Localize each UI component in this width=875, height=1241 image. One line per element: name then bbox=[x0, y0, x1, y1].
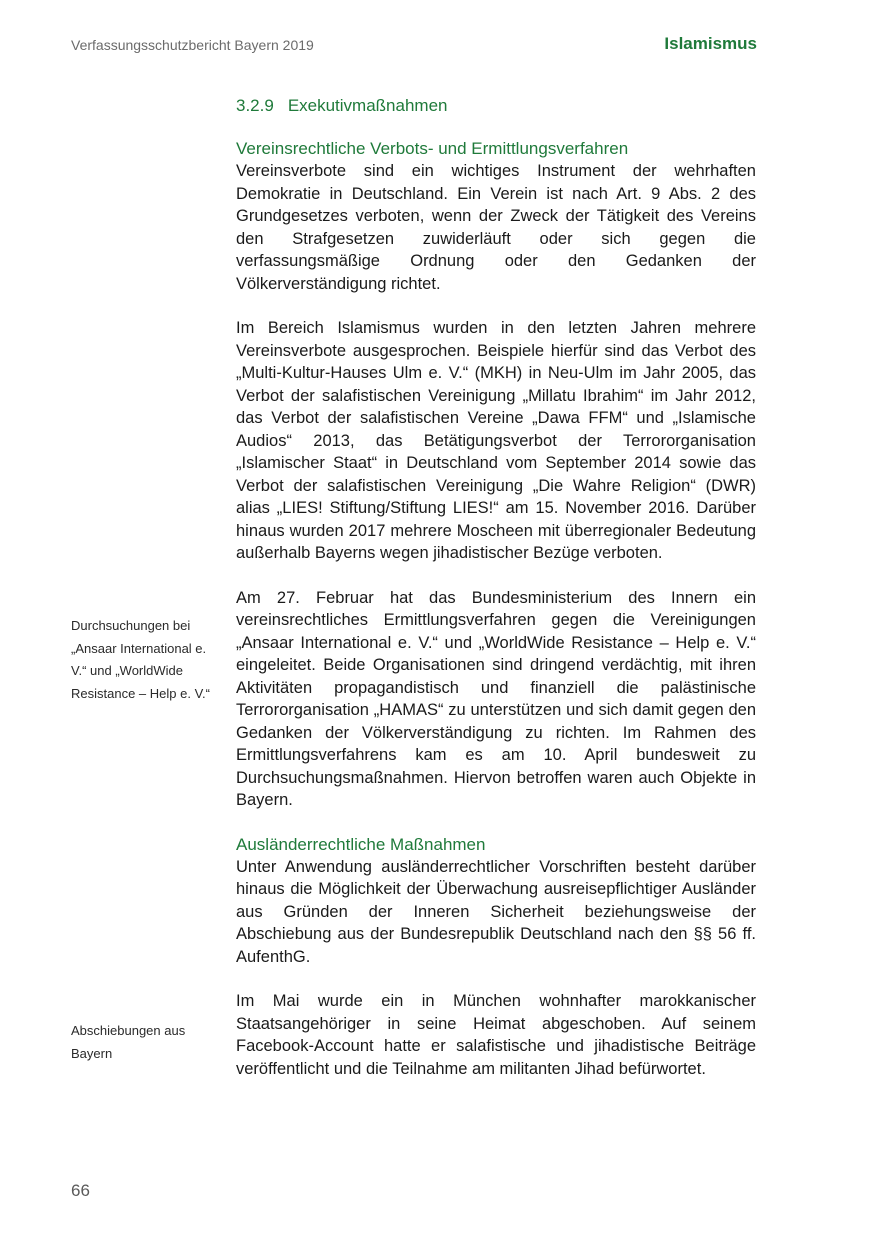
running-header: Verfassungsschutzbericht Bayern 2019 bbox=[71, 37, 314, 53]
subsection-heading-auslaenderrecht: Ausländerrechtliche Maßnahmen bbox=[236, 834, 486, 854]
section-heading bbox=[236, 96, 756, 116]
main-content bbox=[236, 96, 756, 1102]
paragraph: Unter Anwendung ausländerrechtlicher Vorschriften besteht darüber hinaus die Möglichkeit der Überwachung ausreisepflichtiger Ausländer aus Gründen der Inneren Sicherheit beziehungsweise der Abschiebung aus der Bundesrepublik Deutschland nach den §§ 56 ff. AufenthG. bbox=[236, 857, 756, 966]
section-number: 3.2.9 bbox=[236, 96, 274, 115]
paragraph: Im Bereich Islamismus wurden in den letzten Jahren mehrere Vereinsverbote ausgesprochen. Beispiele hierfür sind das Verbot des „Multi-Kultur-Hauses Ulm e. V.“ (MKH) in Neu-Ulm im Jahr 2005, das Verbot der salafistischen Vereinigung „Millatu Ibrahim“ im Jahr 2012, das Verbot der salafistischen Vereine „Dawa FFM“ und „Islamische Audios“ 2013, das Betätigungsverbot der Terrororganisation „Islamischer Staat“ in Deutschland vom September 2014 sowie das Verbot der salafistischen Vereinigung „Die Wahre Religion“ (DWR) alias „LIES! Stiftung/Stiftung LIES!“ am 15. November 2016. Darüber hinaus wurden 2017 mehrere Moscheen mit überregionaler Bedeutung außerhalb Bayerns wegen jihadistischer Bezüge verboten. bbox=[236, 319, 756, 562]
subsection-heading-vereinsrecht: Vereinsrechtliche Verbots- und Ermittlungsverfahren bbox=[236, 139, 629, 158]
margin-note-deportations: Abschiebungen aus Bayern bbox=[71, 1023, 186, 1061]
paragraph: Vereinsverbote sind ein wichtiges Instrument der wehrhaften Demokratie in Deutschland. Ein Verein ist nach Art. 9 Abs. 2 des Grundgesetzes verboten, wenn der Zweck der Tätigkeit des Vereins den Strafgesetzen zuwiderläuft oder sich gegen die verfassungsmäßige Ordnung oder den Gedanken der Völkerverständigung richtet. bbox=[236, 162, 756, 293]
margin-note-searches: Durchsuchungen bei „Ansaar International e. V.“ und „WorldWide Resistance – Help e. V.“ bbox=[71, 618, 210, 701]
chapter-title: Islamismus bbox=[664, 34, 757, 53]
section-title: Exekutivmaßnahmen bbox=[287, 96, 448, 115]
page-number: 66 bbox=[71, 1181, 90, 1200]
paragraph: Im Mai wurde ein in München wohnhafter marokkanischer Staatsangehöriger in seine Heimat abgeschoben. Auf seinem Facebook-Account hatte er salafistische und jihadistische Beiträge veröffentlicht und die Teilnahme am militanten Jihad befürwortet. bbox=[236, 992, 756, 1078]
paragraph: Am 27. Februar hat das Bundesministerium des Innern ein vereinsrechtliches Ermittlungsverfahren gegen die Vereinigungen „Ansaar International e. V.“ und „WorldWide Resistance – Help e. V.“ eingeleitet. Beide Organisationen sind dringend verdächtig, mit ihren Aktivitäten propagandistisch und finanziell die palästinische Terrororganisation „HAMAS“ zu unterstützen und sich damit gegen den Gedanken der Völkerverständigung zu richten. Im Rahmen des Ermittlungsverfahrens kam es am 10. April bundesweit zu Durchsuchungsmaßnahmen. Hiervon betroffen waren auch Objekte in Bayern. bbox=[236, 588, 756, 809]
